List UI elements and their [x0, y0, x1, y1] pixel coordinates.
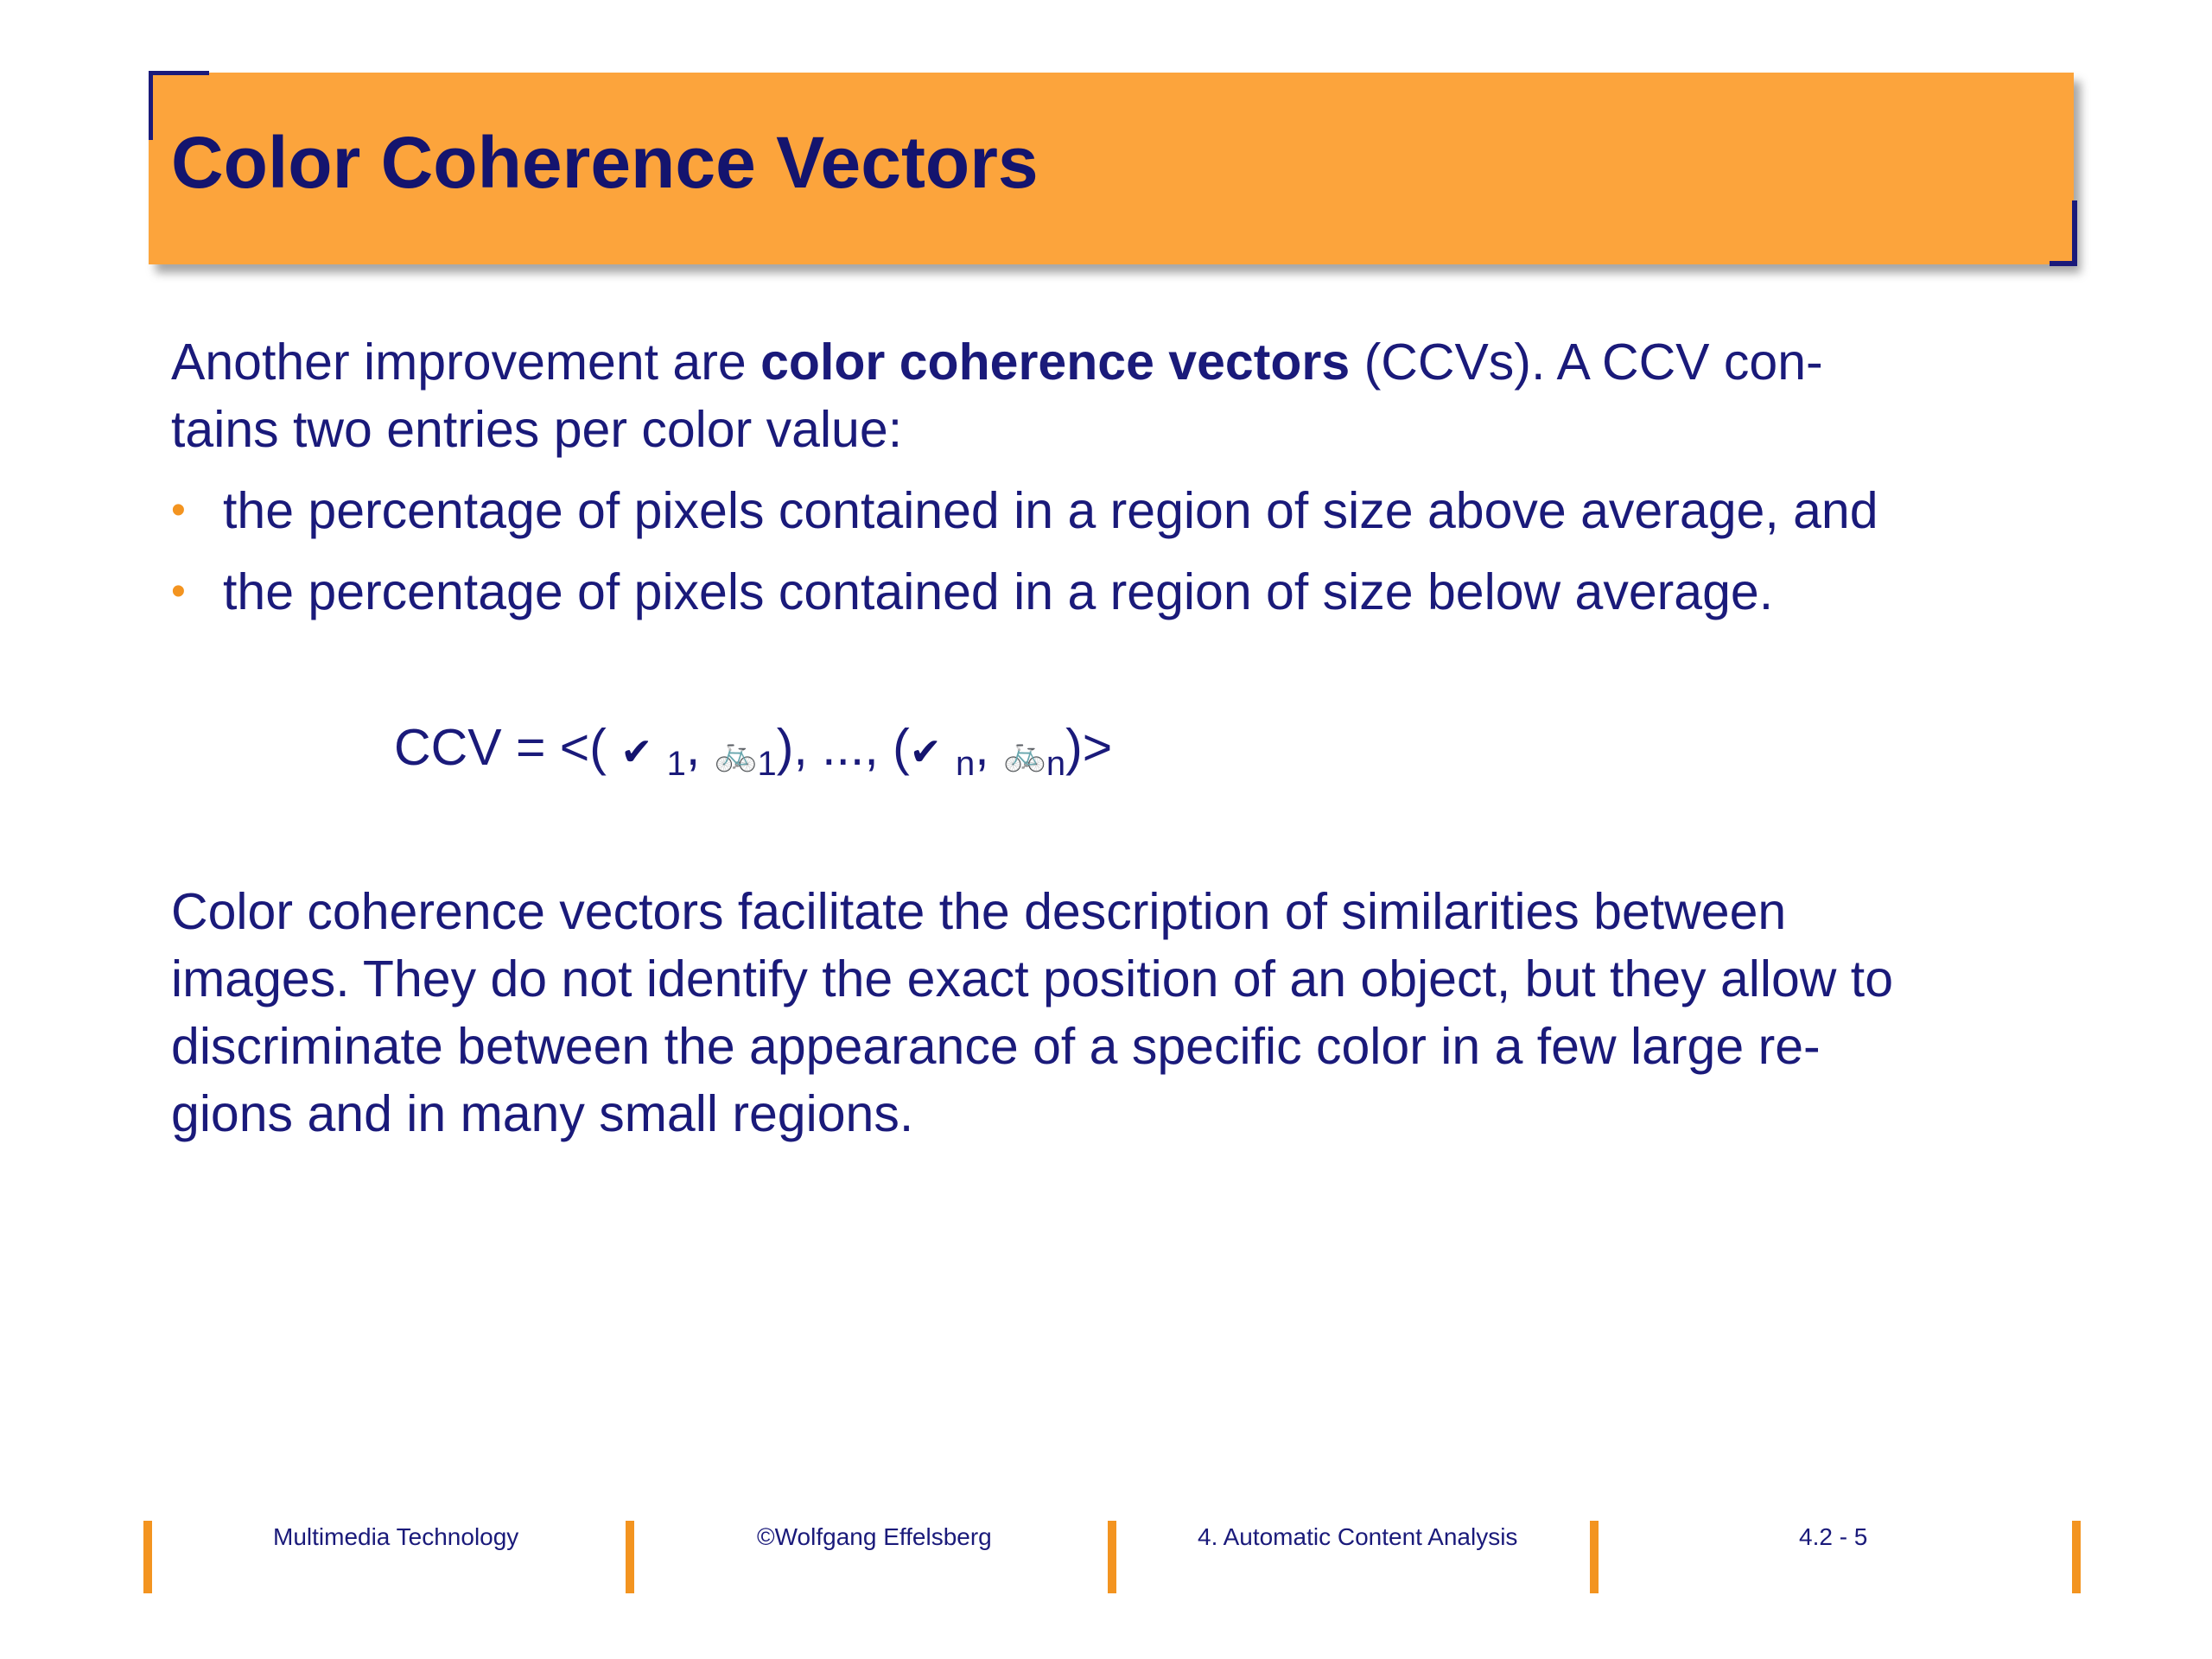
- bullet-text: the percentage of pixels contained in a region of size below average.: [223, 563, 1774, 620]
- footer-page-number: 4.2 - 5: [1799, 1523, 1868, 1550]
- footer-divider: [143, 1521, 152, 1593]
- formula-subscript: n: [956, 745, 976, 783]
- bicycle-icon: 🚲: [1003, 734, 1046, 773]
- title-corner-top-left-vertical: [149, 71, 153, 140]
- formula-subscript: n: [1046, 745, 1066, 783]
- formula-middle: ), ..., (: [776, 719, 910, 776]
- checkmark-icon: ✔: [620, 730, 653, 774]
- formula-suffix: )>: [1065, 719, 1113, 776]
- intro-text-post: (CCVs). A CCV con-: [1350, 334, 1823, 391]
- ccv-formula: [394, 714, 1112, 798]
- footer-divider: [1108, 1521, 1116, 1593]
- intro-line-1: [171, 328, 1823, 396]
- formula-subscript: 1: [757, 745, 777, 783]
- footer-divider: [1590, 1521, 1599, 1593]
- slide-title: Color Coherence Vectors: [171, 122, 1039, 203]
- footer-course: Multimedia Technology: [273, 1523, 519, 1550]
- footer-divider: [2072, 1521, 2081, 1593]
- intro-text-pre: Another improvement are: [171, 334, 761, 391]
- footer-chapter: 4. Automatic Content Analysis: [1198, 1523, 1518, 1550]
- bicycle-icon: 🚲: [714, 734, 758, 773]
- footer-author: ©Wolfgang Effelsberg: [757, 1523, 992, 1550]
- bullet-item-above: [171, 477, 1878, 544]
- formula-comma: ,: [685, 719, 715, 776]
- bullet-item-below: [171, 558, 1773, 626]
- bullet-dot-icon: •: [171, 569, 186, 614]
- closing-line-1: Color coherence vectors facilitate the description of similarities between: [171, 883, 1787, 940]
- closing-line-3: discriminate between the appearance of a specific color in a few large re-: [171, 1018, 1821, 1075]
- formula-subscript: 1: [666, 745, 686, 783]
- closing-line-2: images. They do not identify the exact position of an object, but they allow to: [171, 950, 1894, 1007]
- title-corner-top-left: [149, 71, 209, 75]
- formula-comma: ,: [975, 719, 1004, 776]
- intro-line-2: tains two entries per color value:: [171, 401, 903, 458]
- bullet-dot-icon: •: [171, 487, 186, 533]
- footer-divider: [626, 1521, 634, 1593]
- closing-line-4: gions and in many small regions.: [171, 1085, 914, 1142]
- formula-prefix: CCV = <(: [394, 719, 607, 776]
- bullet-text: the percentage of pixels contained in a region of size above average, and: [223, 482, 1878, 539]
- checkmark-icon: ✔: [909, 730, 942, 774]
- title-corner-bottom-right-vertical: [2072, 200, 2077, 266]
- intro-text-bold: color coherence vectors: [760, 334, 1351, 391]
